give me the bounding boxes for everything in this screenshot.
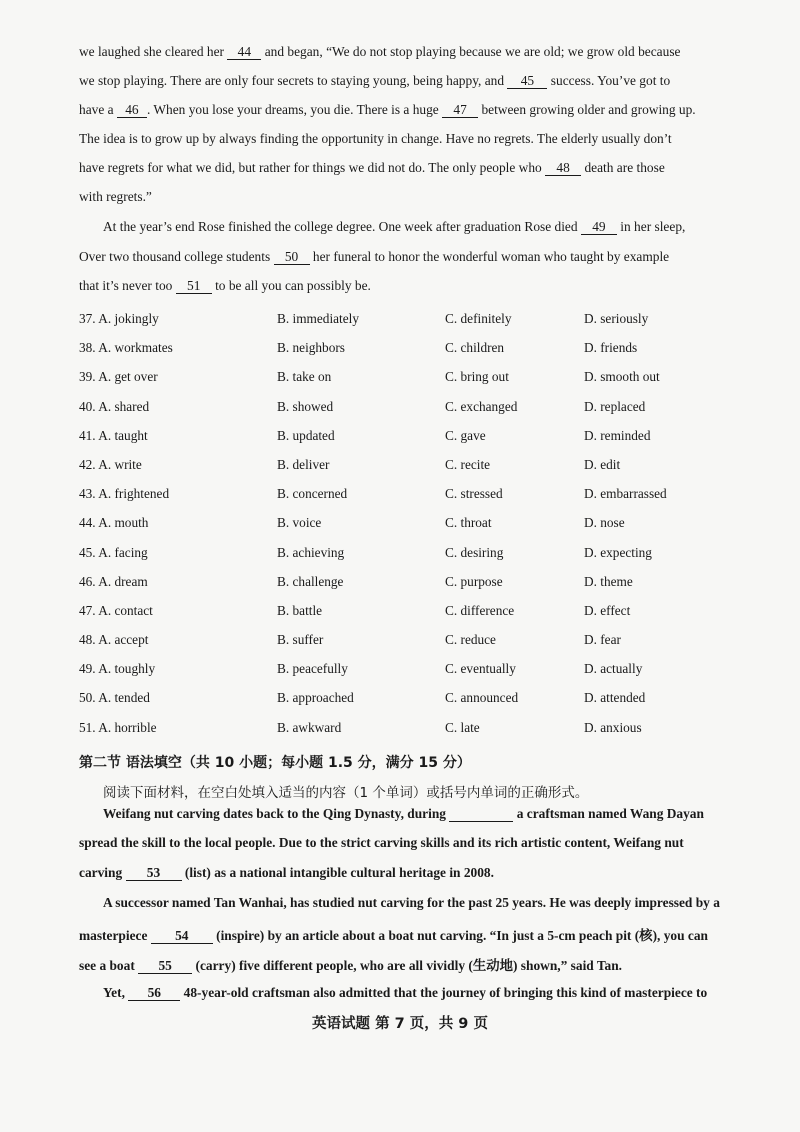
option-row-48: 48. A. accept B. suffer C. reduce D. fear: [79, 632, 621, 648]
page-footer: 英语试题 第 7 页，共 9 页: [312, 1016, 488, 1032]
blank-55: 55: [138, 959, 192, 974]
option-row-51: 51. A. horrible B. awkward C. late D. anxious: [79, 719, 642, 735]
option-row-38: 38. A. workmates B. neighbors C. children D. friends: [79, 340, 638, 356]
option-row-46: 46. A. dream B. challenge C. purpose D. theme: [79, 573, 633, 589]
grammar-line-3: carving 53 (list) as a national intangible cultural heritage in 2008.: [79, 865, 494, 880]
blank-53: 53: [126, 866, 182, 881]
passage-line-8: Over two thousand college students 50 her funeral to honor the wonderful woman who taught by example: [79, 249, 670, 264]
passage-line-2: we stop playing. There are only four secrets to staying young, being happy, and 45 success. You’ve got to: [79, 73, 671, 88]
passage-line-7: At the year’s end Rose finished the college degree. One week after graduation Rose died 49 in her sleep,: [103, 219, 686, 234]
blank-44: 44: [227, 45, 261, 60]
blank-52: [449, 807, 513, 822]
grammar-line-1: Weifang nut carving dates back to the Qing Dynasty, during a craftsman named Wang Dayan: [103, 806, 704, 821]
passage-line-5: have regrets for what we did, but rather for things we did not do. The only people who 48 death are those: [79, 160, 665, 175]
section-2-instruction: 阅读下面材料，在空白处填入适当的内容（1 个单词）或括号内单词的正确形式。: [103, 785, 589, 801]
blank-51: 51: [176, 279, 212, 294]
passage-line-9: that it’s never too 51 to be all you can possibly be.: [79, 278, 371, 293]
blank-49: 49: [581, 220, 617, 235]
section-2-title: 第二节 语法填空（共 10 小题；每小题 1.5 分，满分 15 分）: [79, 755, 471, 771]
option-row-39: 39. A. get over B. take on C. bring out D. smooth out: [79, 369, 660, 385]
grammar-line-6: see a boat 55 (carry) five different people, who are all vividly (生动地) shown,” said Tan.: [79, 958, 623, 973]
grammar-line-2: spread the skill to the local people. Due to the strict carving skills and its rich artistic content, Weifang nut: [79, 835, 684, 850]
option-row-37: 37. A. jokingly B. immediately C. definitely D. seriously: [79, 311, 649, 326]
option-row-45: 45. A. facing B. achieving C. desiring D. expecting: [79, 544, 652, 560]
blank-50: 50: [274, 250, 310, 265]
blank-45: 45: [507, 74, 547, 89]
option-row-44: 44. A. mouth B. voice C. throat D. nose: [79, 515, 625, 531]
blank-46: 46: [117, 103, 147, 118]
blank-48: 48: [545, 161, 581, 176]
passage-line-4: The idea is to grow up by always finding the opportunity in change. Have no regrets. The elderly usually don’t: [79, 131, 672, 146]
option-row-41: 41. A. taught B. updated C. gave D. reminded: [79, 427, 651, 443]
grammar-line-7: Yet, 56 48-year-old craftsman also admitted that the journey of bringing this kind of masterpiece to: [103, 985, 708, 1000]
passage-line-1: we laughed she cleared her 44 and began, “We do not stop playing because we are old; we grow old because: [79, 44, 681, 59]
grammar-line-4: A successor named Tan Wanhai, has studied nut carving for the past 25 years. He was deeply impressed by a: [103, 895, 720, 910]
blank-54: 54: [151, 929, 213, 944]
blank-56: 56: [128, 986, 180, 1001]
option-row-49: 49. A. toughly B. peacefully C. eventually D. actually: [79, 661, 643, 677]
blank-47: 47: [442, 103, 478, 118]
option-row-42: 42. A. write B. deliver C. recite D. edit: [79, 456, 621, 472]
passage-line-6: with regrets.”: [79, 189, 152, 204]
option-row-40: 40. A. shared B. showed C. exchanged D. replaced: [79, 398, 646, 414]
options-list: [79, 307, 719, 745]
option-row-43: 43. A. frightened B. concerned C. stressed D. embarrassed: [79, 486, 667, 502]
grammar-line-5: masterpiece 54 (inspire) by an article about a boat nut carving. “In just a 5-cm peach pit (核), you can: [79, 928, 708, 943]
option-row-47: 47. A. contact B. battle C. difference D. effect: [79, 602, 631, 618]
option-row-50: 50. A. tended B. approached C. announced D. attended: [79, 690, 646, 706]
passage-line-3: have a 46 . When you lose your dreams, you die. There is a huge 47 between growing older and growing up.: [79, 102, 696, 117]
